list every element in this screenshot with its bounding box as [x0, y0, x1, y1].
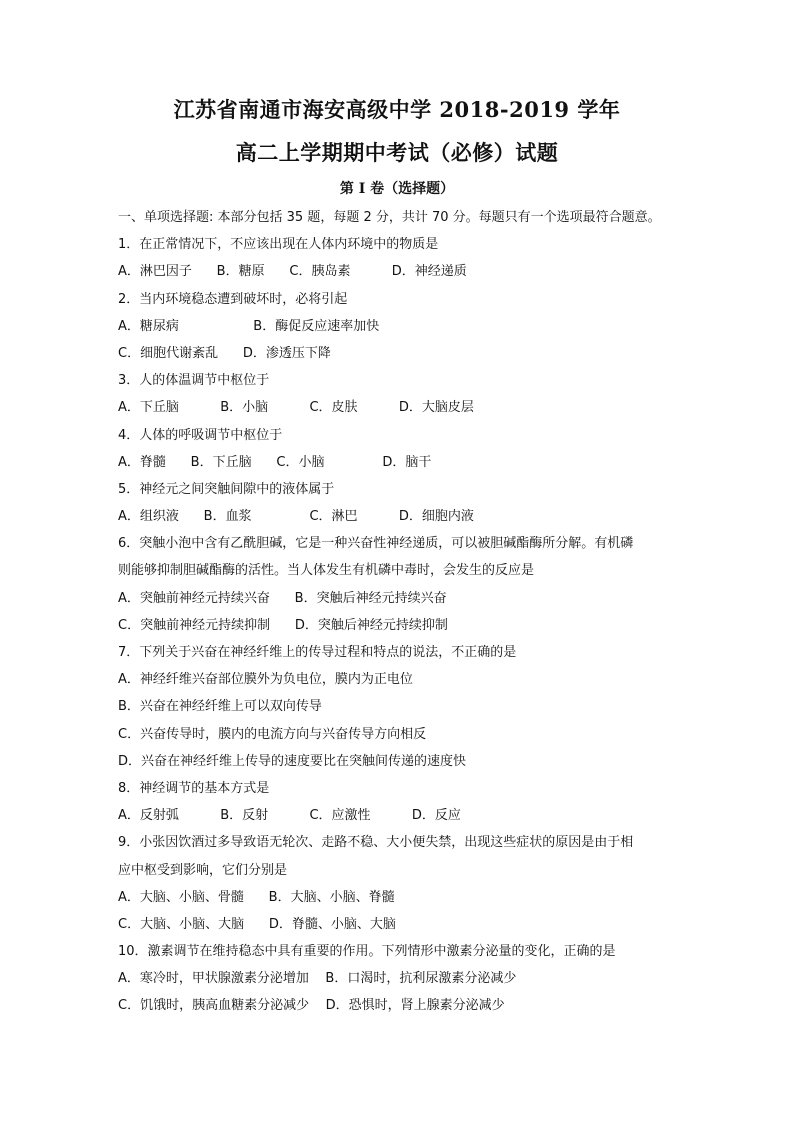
question-4-options: A．脊髓 B．下丘脑 C．小脑 D．脑干 [118, 454, 432, 470]
question-10-options-ab: A．寒冷时，甲状腺激素分泌增加 B．口渴时，抗利尿激素分泌减少 [118, 971, 517, 987]
question-7-option-c: C．兴奋传导时，膜内的电流方向与兴奋传导方向相反 [118, 726, 427, 742]
question-3-options: A．下丘脑 B．小脑 C．皮肤 D．大脑皮层 [118, 400, 474, 416]
question-9-line1: 9．小张因饮酒过多导致语无轮次、走路不稳、大小便失禁，出现这些症状的原因是由于相 [118, 835, 634, 851]
question-7-option-a: A．神经纤维兴奋部位膜外为负电位，膜内为正电位 [118, 672, 413, 688]
question-6-line2: 则能够抑制胆碱酯酶的活性。当人体发生有机磷中毒时，会发生的反应是 [118, 563, 535, 579]
exam-title-line2: 高二上学期期中考试（必修）试题 [235, 140, 559, 165]
question-8-options: A．反射弧 B．反射 C．应激性 D．反应 [118, 808, 461, 824]
question-7-option-b: B．兴奋在神经纤维上可以双向传导 [118, 699, 322, 715]
question-9-options-ab: A．大脑、小脑、骨髓 B．大脑、小脑、脊髓 [118, 889, 395, 905]
question-2-options-cd: C．细胞代谢紊乱 D．渗透压下降 [118, 345, 331, 361]
question-7-option-d: D．兴奋在神经纤维上传导的速度要比在突触间传递的速度快 [118, 753, 467, 769]
question-8: 8．神经调节的基本方式是 [118, 780, 270, 796]
question-body [118, 204, 678, 1020]
exam-title-line1: 江苏省南通市海安高级中学 2018-2019 学年 [173, 97, 621, 122]
question-5: 5．神经元之间突触间隙中的液体属于 [118, 481, 335, 497]
question-3: 3．人的体温调节中枢位于 [118, 373, 270, 389]
question-10-options-cd: C．饥饿时，胰高血糖素分泌减少 D．恐惧时，肾上腺素分泌减少 [118, 998, 505, 1014]
question-10: 10．激素调节在维持稳态中具有重要的作用。下列情形中激素分泌量的变化，正确的是 [118, 944, 616, 960]
question-5-options: A．组织液 B．血浆 C．淋巴 D．细胞内液 [118, 509, 474, 525]
question-9-line2: 应中枢受到影响，它们分别是 [118, 862, 288, 878]
question-6-line1: 6．突触小泡中含有乙酰胆碱，它是一种兴奋性神经递质，可以被胆碱酯酶所分解。有机磷 [118, 536, 634, 552]
instructions: 一、单项选择题: 本部分包括 35 题，每题 2 分，共计 70 分。每题只有一个选项最符合题意。 [118, 210, 661, 225]
question-1: 1．在正常情况下，不应该出现在人体内环境中的物质是 [118, 237, 439, 253]
question-6-options-cd: C．突触前神经元持续抑制 D．突触后神经元持续抑制 [118, 617, 448, 633]
question-9-options-cd: C．大脑、小脑、大脑 D．脊髓、小脑、大脑 [118, 916, 396, 932]
question-4: 4．人体的呼吸调节中枢位于 [118, 427, 283, 443]
question-7: 7．下列关于兴奋在神经纤维上的传导过程和特点的说法，不正确的是 [118, 645, 517, 660]
question-2-options-ab: A．糖尿病 B．酶促反应速率加快 [118, 318, 380, 334]
question-1-options: A．淋巴因子 B．糖原 C．胰岛素 D．神经递质 [118, 264, 467, 280]
question-6-options-ab: A．突触前神经元持续兴奋 B．突触后神经元持续兴奋 [118, 590, 447, 606]
question-2: 2．当内环境稳态遭到破坏时，必将引起 [118, 291, 348, 307]
section-title: 第 I 卷（选择题） [339, 181, 455, 197]
